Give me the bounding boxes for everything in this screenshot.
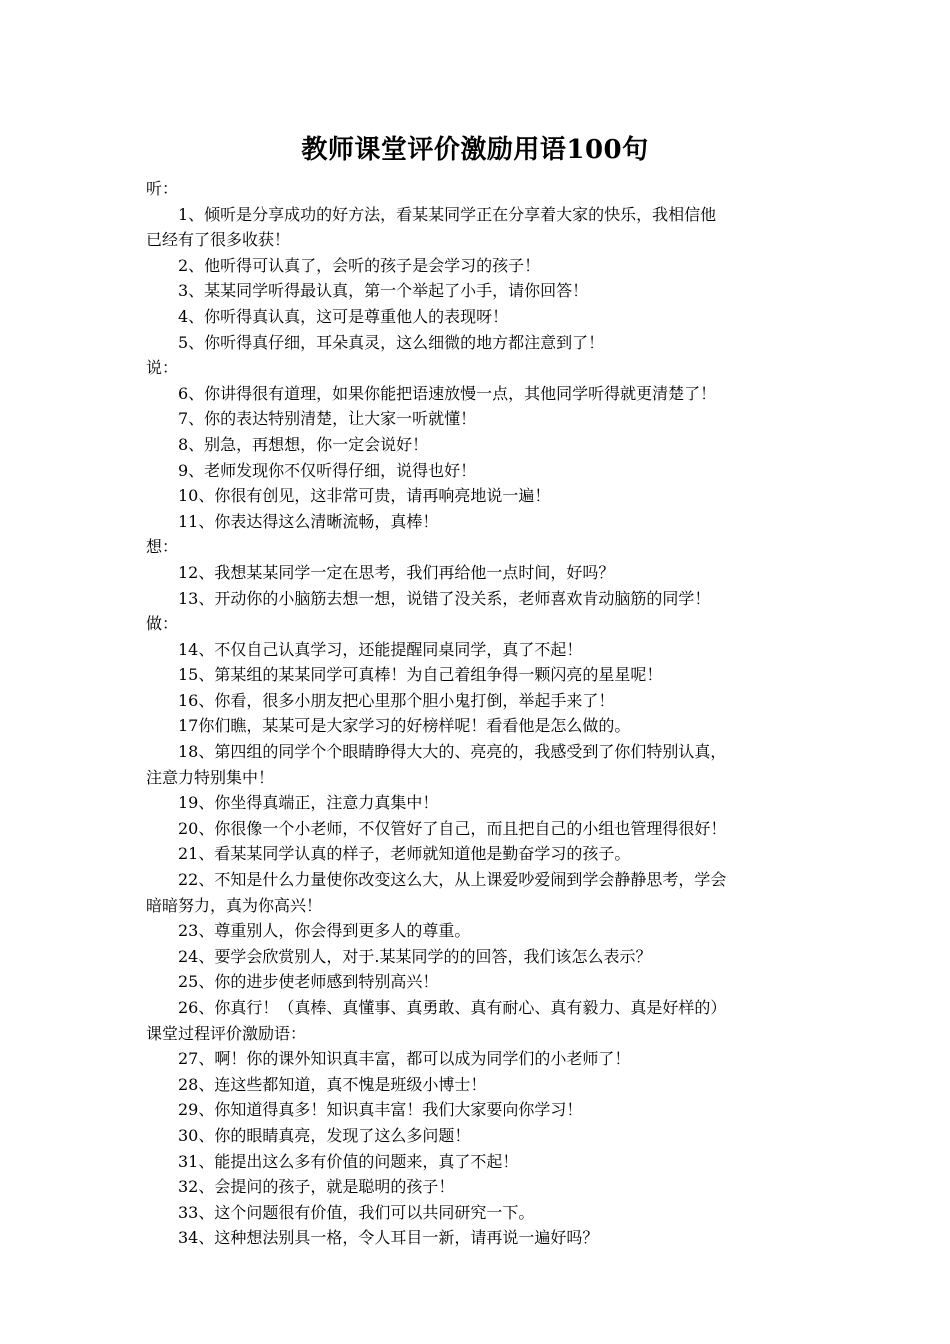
- list-item-continuation: 注意力特别集中！: [146, 767, 275, 787]
- list-item: 2、他听得可认真了，会听的孩子是会学习的孩子！: [178, 255, 541, 275]
- list-item: 29、你知道得真多！知识真丰富！我们大家要向你学习！: [178, 1100, 583, 1120]
- section-heading: 做：: [146, 614, 179, 634]
- section-heading: 说：: [146, 358, 179, 378]
- list-item: 6、你讲得很有道理，如果你能把语速放慢一点，其他同学听得就更清楚了！: [178, 383, 717, 403]
- list-item: 13、开动你的小脑筋去想一想，说错了没关系，老师喜欢肯动脑筋的同学！: [178, 588, 711, 608]
- section-heading: 课堂过程评价激励语：: [146, 1023, 307, 1043]
- list-item: 30、你的眼睛真亮，发现了这么多问题！: [178, 1125, 471, 1145]
- list-item: 4、你听得真认真，这可是尊重他人的表现呀！: [178, 306, 509, 326]
- list-item: 32、会提问的孩子，就是聪明的孩子！: [178, 1177, 455, 1197]
- list-item: 16、你看，很多小朋友把心里那个胆小鬼打倒，举起手来了！: [178, 690, 615, 710]
- list-item: 23、尊重别人，你会得到更多人的尊重。: [178, 921, 471, 941]
- list-item-continuation: 暗暗努力，真为你高兴！: [146, 895, 323, 915]
- list-item: 34、这种想法别具一格，令人耳目一新，请再说一遍好吗？: [178, 1228, 599, 1248]
- list-item: 19、你坐得真端正，注意力真集中！: [178, 793, 439, 813]
- list-item: 12、我想某某同学一定在思考，我们再给他一点时间，好吗？: [178, 562, 615, 582]
- list-item: 5、你听得真仔细，耳朵真灵，这么细微的地方都注意到了！: [178, 332, 605, 352]
- list-item: 26、你真行！（真棒、真懂事、真勇敢、真有耐心、真有毅力、真是好样的）: [178, 998, 727, 1017]
- list-item: 28、连这些都知道，真不愧是班级小博士！: [178, 1074, 487, 1094]
- document-body: [146, 176, 810, 1251]
- list-item: 25、你的进步使老师感到特别高兴！: [178, 972, 439, 992]
- list-item: 33、这个问题很有价值，我们可以共同研究一下。: [178, 1202, 535, 1222]
- list-item: 7、你的表达特别清楚，让大家一听就懂！: [178, 409, 477, 429]
- list-item: 14、不仅自己认真学习，还能提醒同桌同学，真了不起！: [178, 639, 583, 659]
- list-item: 21、看某某同学认真的样子，老师就知道他是勤奋学习的孩子。: [178, 844, 631, 864]
- list-item: 8、别急，再想想，你一定会说好！: [178, 434, 429, 454]
- list-item: 15、第某组的某某同学可真棒！为自己着组争得一颗闪亮的星星呢！: [178, 665, 663, 685]
- document-title: 教师课堂评价激励用语100句: [301, 135, 649, 165]
- list-item: 31、能提出这么多有价值的问题来，真了不起！: [178, 1151, 519, 1171]
- list-item: 11、你表达得这么清晰流畅，真棒！: [178, 511, 439, 531]
- list-item: 27、啊！你的课外知识真丰富，都可以成为同学们的小老师了！: [178, 1049, 631, 1069]
- list-item: 18、第四组的同学个个眼睛睁得大大的、亮亮的，我感受到了你们特别认真，: [178, 742, 727, 762]
- list-item: 10、你很有创见，这非常可贵，请再响亮地说一遍！: [178, 486, 551, 506]
- list-item-continuation: 已经有了很多收获！: [146, 230, 291, 250]
- section-heading: 听：: [146, 179, 179, 198]
- list-item: 22、不知是什么力量使你改变这么大，从上课爱吵爱闹到学会静静思考，学会: [178, 870, 727, 890]
- list-item: 1、倾听是分享成功的好方法，看某某同学正在分享着大家的快乐，我相信他: [178, 204, 717, 224]
- list-item: 9、老师发现你不仅听得仔细，说得也好！: [178, 460, 477, 480]
- list-item: 3、某某同学听得最认真，第一个举起了小手，请你回答！: [178, 281, 589, 301]
- section-heading: 想：: [146, 537, 179, 557]
- list-item: 24、要学会欣赏别人，对于.某某同学的的回答，我们该怎么表示？: [178, 946, 652, 966]
- list-item: 20、你很像一个小老师，不仅管好了自己，而且把自己的小组也管理得很好！: [178, 818, 727, 838]
- list-item: 17你们瞧，某某可是大家学习的好榜样呢！看看他是怎么做的。: [178, 716, 631, 736]
